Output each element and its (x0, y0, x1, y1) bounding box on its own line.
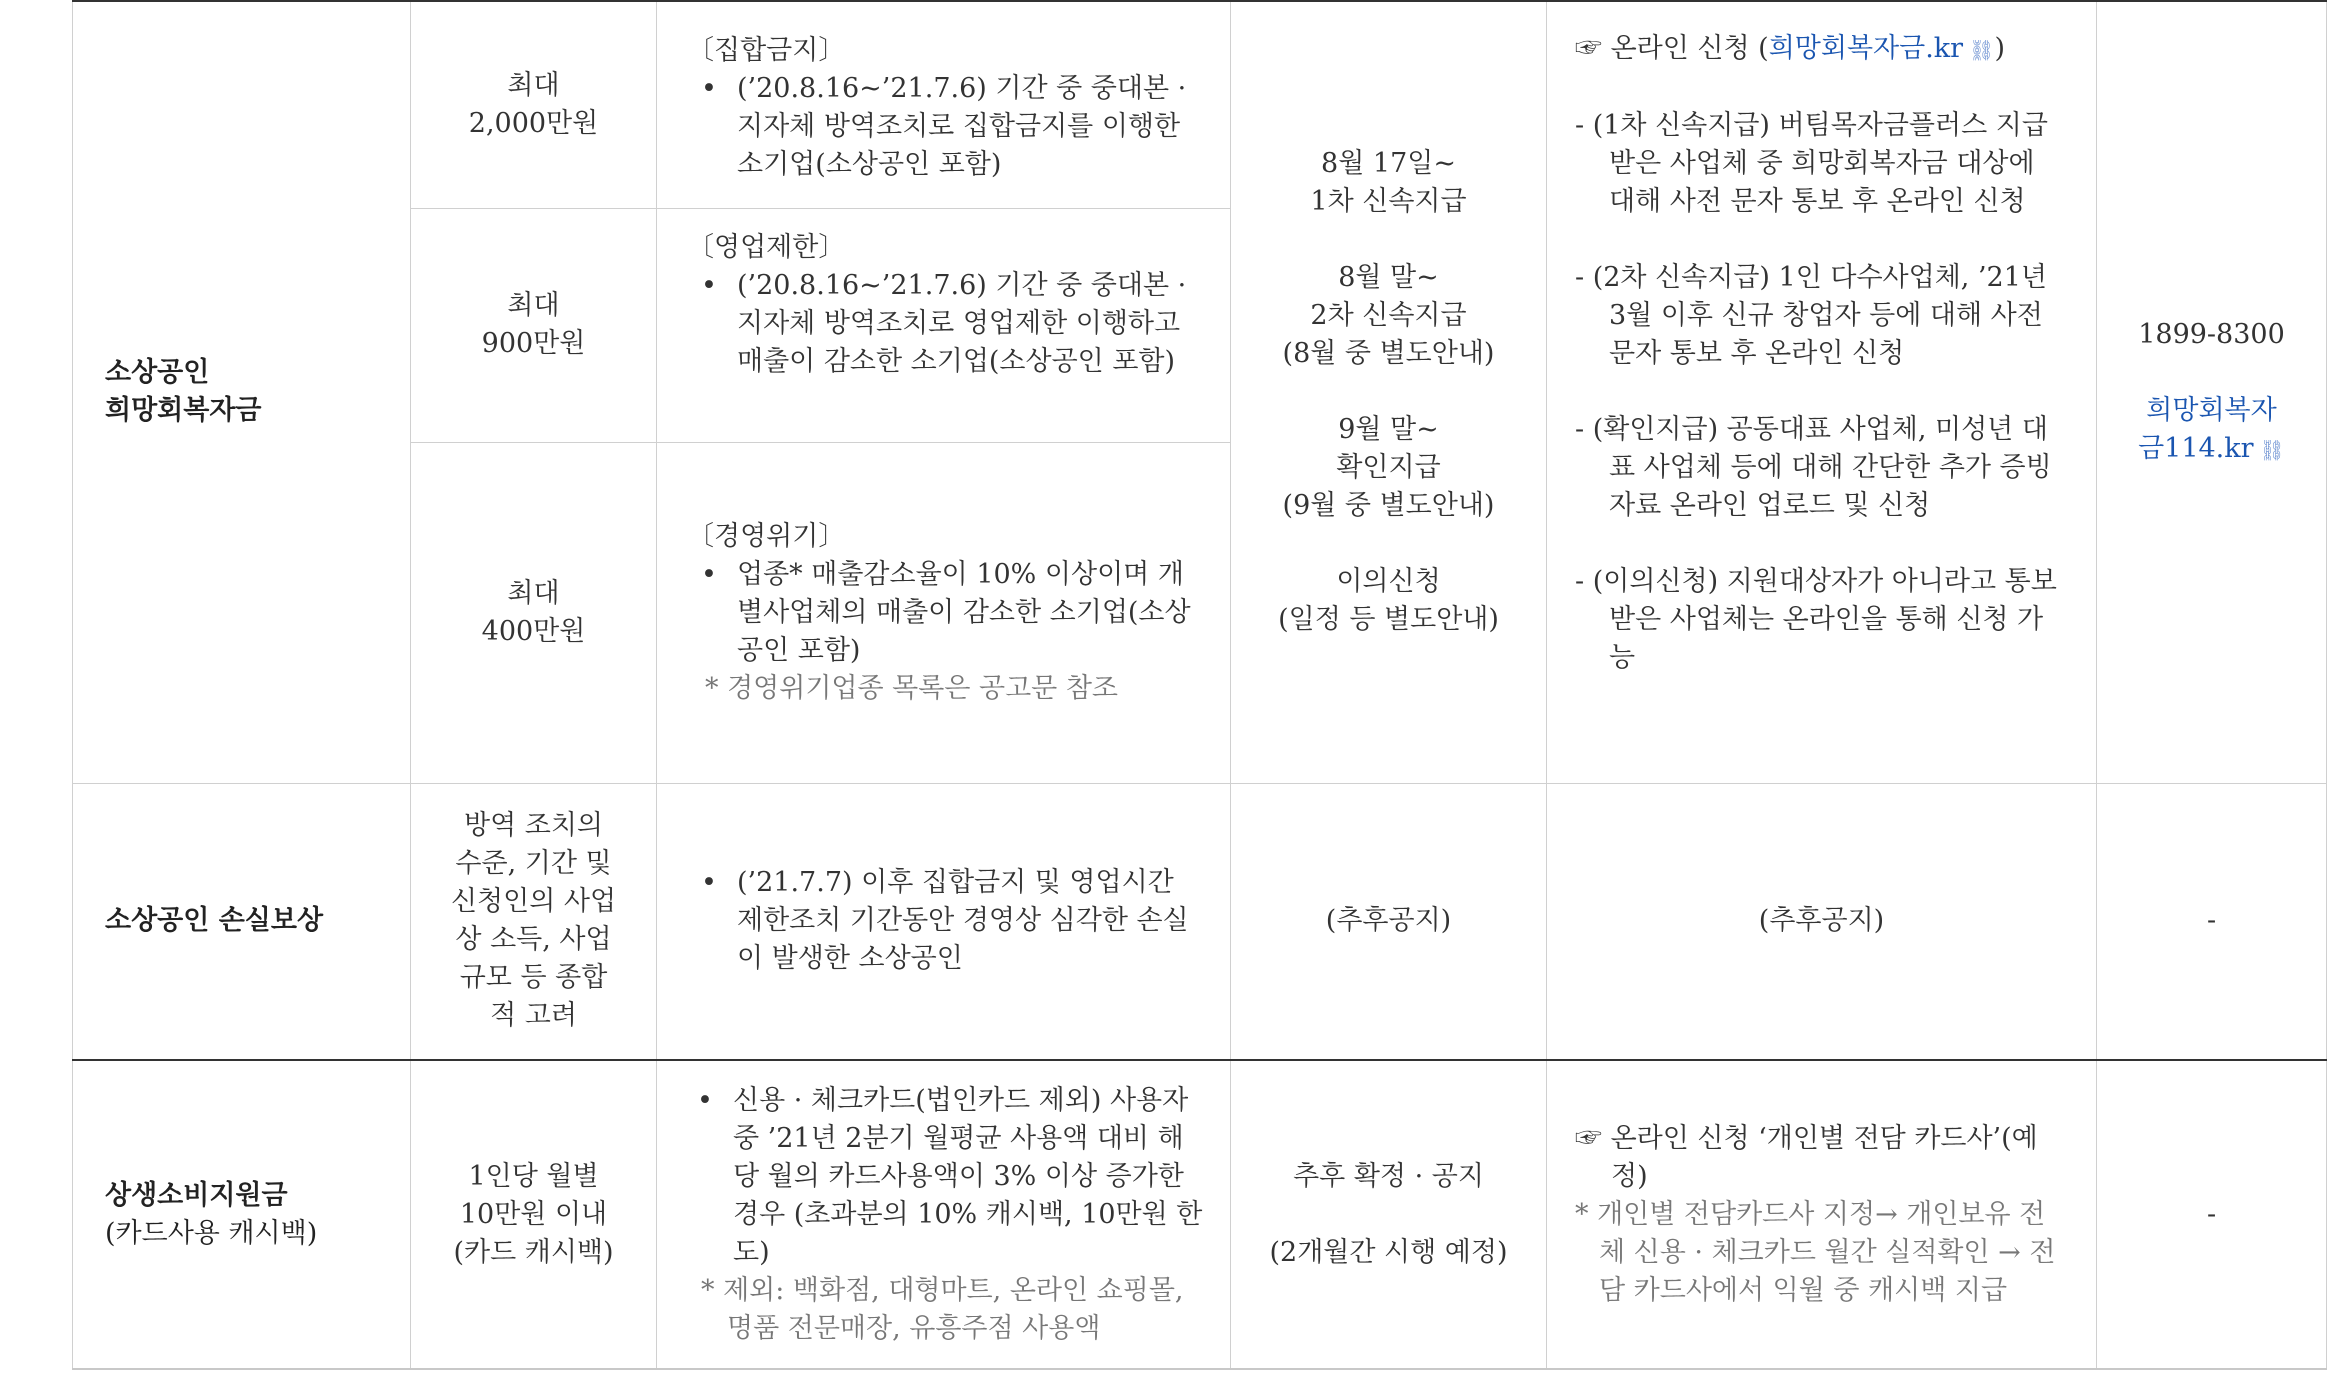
online-apply-link[interactable]: 희망회복자금.kr (1768, 33, 1964, 64)
bullet-icon: • (697, 1084, 713, 1116)
schedule-item: 이의신청 (일정 등 별도안내) (1278, 566, 1499, 636)
eligibility-cell (657, 1, 1231, 208)
method-note: * 개인별 전담카드사 지정→ 개인보유 전체 신용 · 체크카드 월간 실적확인 → 전담 카드사에서 익월 중 캐시백 지급 (1575, 1198, 2056, 1306)
eligibility-note: * 경영위기업종 목록은 공고문 참조 (705, 672, 1118, 704)
method-item: - (확인지급) 공동대표 사업체, 미성년 대표 사업체 등에 대해 간단한 추가 증빙자료 온라인 업로드 및 신청 (1575, 414, 2052, 521)
schedule-item: 8월 17일~ 1차 신속지급 (1310, 148, 1467, 218)
schedule-item: 추후 확정 · 공지 (1293, 1160, 1484, 1192)
method-item: - (1차 신속지급) 버팀목자금플러스 지급받은 사업체 중 희망회복자금 대상에 대해 사전 문자 통보 후 온라인 신청 (1575, 110, 2048, 217)
amount-text: 1인당 월별 10만원 이내 (카드 캐시백) (453, 1160, 614, 1268)
program-name: 소상공인 희망회복자금 (105, 357, 262, 427)
eligibility-bullet: • (’21.7.7) 이후 집합금지 및 영업시간 제한조치 기간동안 경영상 심각한 손실이 발생한 소상공인 (687, 864, 1204, 978)
schedule-cell (1231, 1, 1547, 783)
contact-text: - (2206, 1198, 2217, 1230)
contact-cell (2097, 783, 2327, 1060)
eligibility-bullet: • 신용 · 체크카드(법인카드 제외) 사용자 중 ’21년 2분기 월평균 사용액 대비 해당 월의 카드사용액이 3% 이상 증가한 경우 (초과분의 10% 캐시백, 10만원 한도) (683, 1082, 1204, 1272)
method-item: - (이의신청) 지원대상자가 아니라고 통보받은 사업체는 온라인을 통해 신청 가능 (1575, 566, 2057, 673)
eligibility-cell (657, 442, 1231, 783)
method-cell (1547, 783, 2097, 1060)
schedule-item: 9월 말~ 확인지급 (9월 중 별도안내) (1282, 414, 1495, 522)
method-text: (추후공지) (1758, 905, 1885, 937)
category-heading: 〔경영위기〕 (687, 520, 846, 552)
contact-phone: 1899-8300 (2138, 318, 2285, 350)
table-row (73, 1, 2327, 208)
method-cell (1547, 1060, 2097, 1369)
table-row (73, 1060, 2327, 1369)
bullet-icon: • (701, 558, 717, 590)
bullet-icon: • (701, 867, 717, 899)
amount-cell (411, 208, 657, 442)
amount-cell (411, 783, 657, 1060)
online-apply-line: ☞ 온라인 신청 (희망회복자금.kr ⛓) (1575, 33, 2005, 64)
program-name: 상생소비지원금 (105, 1179, 288, 1211)
program-name: 소상공인 손실보상 (105, 905, 324, 937)
eligibility-bullet: • (’20.8.16~’21.7.6) 기간 중 중대본 · 지자체 방역조치로 집합금지를 이행한 소기업(소상공인 포함) (687, 70, 1204, 184)
amount-text: 최대 2,000만원 (468, 69, 599, 139)
table-row (73, 783, 2327, 1060)
contact-cell (2097, 1, 2327, 783)
amount-text: 최대 900만원 (481, 290, 586, 359)
category-heading: 〔집합금지〕 (687, 35, 846, 66)
amount-cell (411, 1060, 657, 1369)
eligibility-note: * 제외: 백화점, 대형마트, 온라인 쇼핑몰, 명품 전문매장, 유흥주점 사용액 (701, 1274, 1184, 1344)
eligibility-cell (657, 1060, 1231, 1369)
amount-cell (411, 442, 657, 783)
amount-text: 최대 400만원 (481, 577, 586, 647)
spacer (1575, 69, 2068, 107)
schedule-cell (1231, 1060, 1547, 1369)
program-name-sub: (카드사용 캐시백) (105, 1217, 318, 1249)
support-program-table (72, 0, 2327, 1370)
contact-cell (2097, 1060, 2327, 1369)
bullet-icon: • (701, 269, 717, 301)
schedule-item: (2개월간 시행 예정) (1269, 1236, 1508, 1268)
method-item: - (2차 신속지급) 1인 다수사업체, ’21년 3월 이후 신규 창업자 등에 대해 사전 문자 통보 후 온라인 신청 (1575, 262, 2047, 369)
method-cell (1547, 1, 2097, 783)
contact-text: - (2206, 905, 2217, 937)
eligibility-bullet: • (’20.8.16~’21.7.6) 기간 중 중대본 · 지자체 방역조치로 영업제한 이행하고 매출이 감소한 소기업(소상공인 포함) (687, 267, 1204, 381)
support-program-table-wrapper (72, 0, 2326, 1370)
category-heading: 〔영업제한〕 (687, 231, 846, 263)
eligibility-cell (657, 208, 1231, 442)
spacer (2121, 354, 2302, 392)
link-icon: ⛓ (2259, 437, 2285, 462)
online-apply-line: ☞ 온라인 신청 ‘개인별 전담 카드사’(예정) (1575, 1122, 2038, 1192)
bullet-icon: • (701, 73, 717, 104)
eligibility-cell (657, 783, 1231, 1060)
link-icon: ⛓ (1969, 38, 1995, 62)
schedule-cell (1231, 783, 1547, 1060)
program-name-cell (73, 1060, 411, 1369)
amount-text: 방역 조치의 수준, 기간 및 신청인의 사업 상 소득, 사업 규모 등 종합 적 고려 (450, 810, 617, 1032)
program-name-cell (73, 783, 411, 1060)
schedule-item: 8월 말~ 2차 신속지급 (8월 중 별도안내) (1282, 262, 1495, 370)
contact-link[interactable]: 희망회복자 금114.kr (2138, 394, 2277, 464)
program-name-cell (73, 1, 411, 783)
schedule-text: (추후공지) (1325, 905, 1452, 937)
amount-cell (411, 1, 657, 208)
eligibility-bullet: • 업종* 매출감소율이 10% 이상이며 개별사업체의 매출이 감소한 소기업(소상공인 포함) (687, 556, 1204, 670)
